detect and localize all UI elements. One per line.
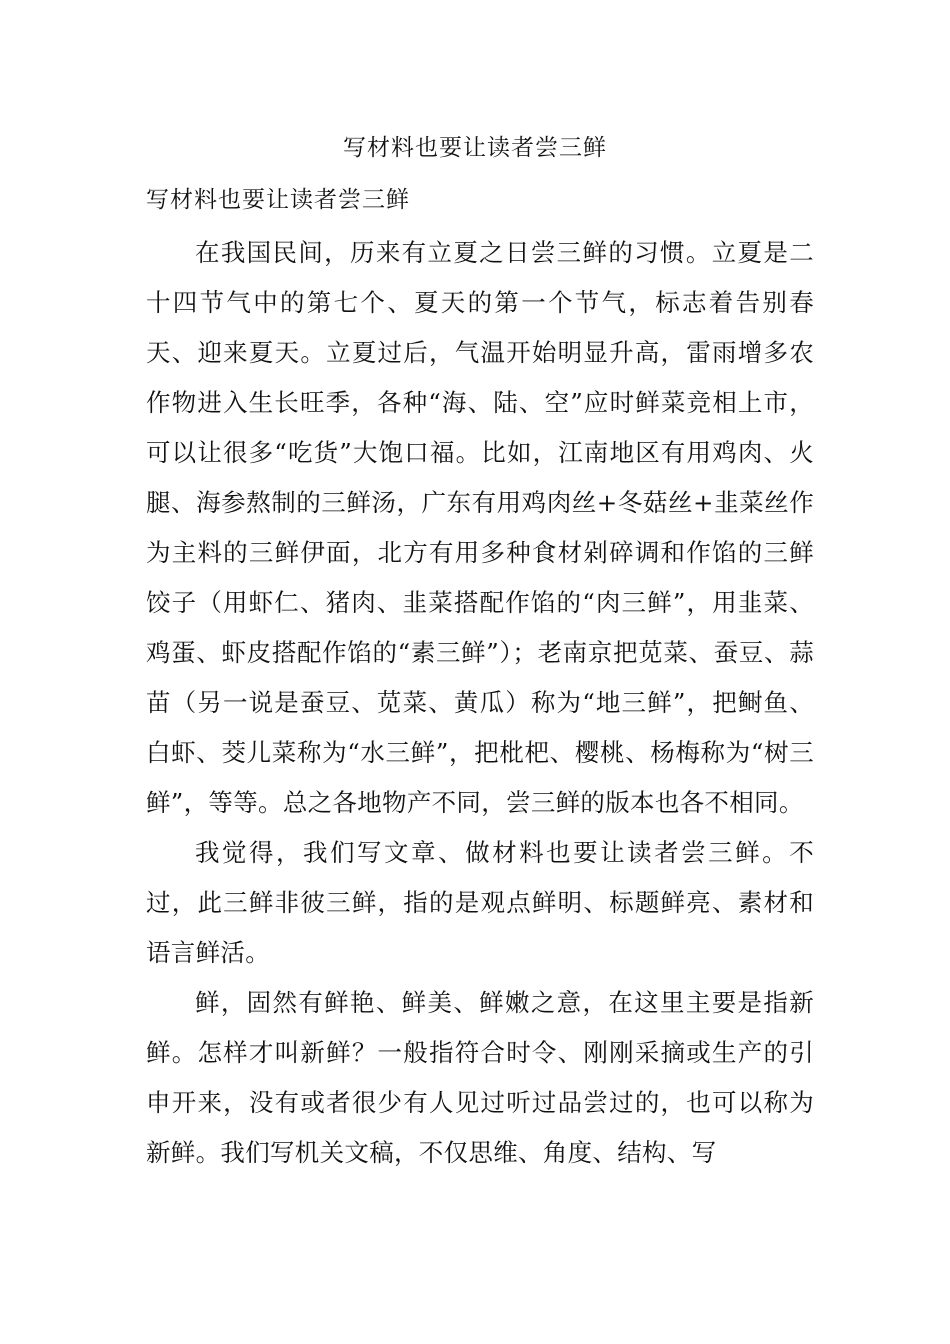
document-title: 写材料也要让读者尝三鲜 (343, 135, 607, 161)
paragraph-2: 我觉得，我们写文章、做材料也要让读者尝三鲜。不过，此三鲜非彼三鲜，指的是观点鲜明、标题鲜亮、素材和语言鲜活。 (146, 838, 814, 967)
paragraph-1: 在我国民间，历来有立夏之日尝三鲜的习惯。立夏是二十四节气中的第七个、夏天的第一个节气，标志着告别春天、迎来夏天。立夏过后，气温开始明显升高，雷雨增多农作物进入生长旺季，各种“海、陆、空”应时鲜菜竞相上市，可以让很多“吃货”大饱口福。比如，江南地区有用鸡肉、火腿、海参熬制的三鲜汤，广东有用鸡肉丝+冬菇丝+韭菜丝作为主料的三鲜伊面，北方有用多种食材剁碎调和作馅的三鲜饺子（用虾仁、猪肉、韭菜搭配作馅的“肉三鲜”，用韭菜、鸡蛋、虾皮搭配作馅的“素三鲜”）；老南京把苋菜、蚕豆、蒜苗（另一说是蚕豆、苋菜、黄瓜）称为“地三鲜”，把鲥鱼、白虾、茭儿菜称为“水三鲜”，把枇杷、樱桃、杨梅称为“树三鲜”，等等。总之各地物产不同，尝三鲜的版本也各不相同。 (146, 238, 814, 817)
document-body (146, 228, 814, 1178)
paragraph-3: 鲜，固然有鲜艳、鲜美、鲜嫩之意，在这里主要是指新鲜。怎样才叫新鲜？一般指符合时令、刚刚采摘或生产的引申开来，没有或者很少有人见过听过品尝过的，也可以称为新鲜。我们写机关文稿，不仅思维、角度、结构、写 (146, 988, 814, 1167)
document-subtitle: 写材料也要让读者尝三鲜 (146, 187, 410, 213)
